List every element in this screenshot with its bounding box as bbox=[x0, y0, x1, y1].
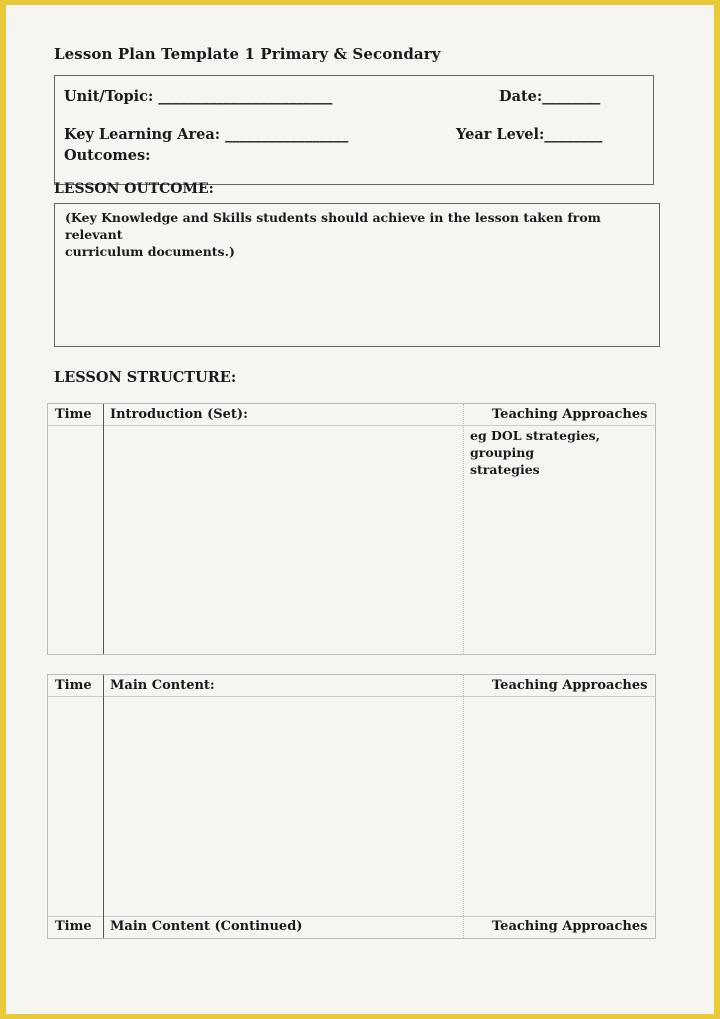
unit-topic-field: Unit/Topic: ________________________ bbox=[64, 88, 333, 105]
lesson-outcome-line-1: (Key Knowledge and Skills students should achieve in the lesson taken from relevant bbox=[65, 210, 601, 242]
introduction-table-approaches-divider bbox=[463, 404, 464, 654]
main-content-table-footer-divider bbox=[48, 916, 655, 917]
lesson-outcome-box bbox=[54, 203, 660, 347]
introduction-teaching-approaches-header: Teaching Approaches bbox=[492, 407, 648, 422]
document-title: Lesson Plan Template 1 Primary & Secondary bbox=[54, 45, 441, 63]
main-content-header: Main Content: bbox=[110, 678, 215, 693]
header-info-box bbox=[54, 75, 654, 185]
main-content-time-header: Time bbox=[55, 678, 92, 693]
lesson-outcome-heading: LESSON OUTCOME: bbox=[54, 181, 214, 197]
date-field: Date:________ bbox=[499, 88, 601, 105]
introduction-time-header: Time bbox=[55, 407, 92, 422]
main-content-table-approaches-divider bbox=[463, 675, 464, 938]
introduction-approaches-note-line-2: strategies bbox=[470, 462, 540, 477]
introduction-set-header: Introduction (Set): bbox=[110, 407, 248, 422]
main-content-continued-teaching-approaches-header: Teaching Approaches bbox=[492, 919, 648, 934]
main-content-table-time-divider bbox=[103, 675, 104, 938]
main-content-table-header-divider bbox=[48, 696, 655, 697]
introduction-approaches-note-line-1: eg DOL strategies, grouping bbox=[470, 428, 600, 460]
lesson-outcome-instructions bbox=[65, 209, 625, 260]
main-content-table bbox=[47, 674, 656, 939]
introduction-table bbox=[47, 403, 656, 655]
outcomes-label: Outcomes: bbox=[64, 147, 151, 164]
main-content-continued-header: Main Content (Continued) bbox=[110, 919, 303, 934]
introduction-approaches-note bbox=[470, 427, 655, 478]
document-page bbox=[6, 5, 714, 1014]
lesson-outcome-line-2: curriculum documents.) bbox=[65, 244, 235, 259]
main-content-continued-time-header: Time bbox=[55, 919, 92, 934]
main-content-teaching-approaches-header: Teaching Approaches bbox=[492, 678, 648, 693]
year-level-field: Year Level:________ bbox=[456, 126, 603, 143]
lesson-structure-heading: LESSON STRUCTURE: bbox=[54, 369, 237, 386]
introduction-table-time-divider bbox=[103, 404, 104, 654]
introduction-table-header-divider bbox=[48, 425, 655, 426]
key-learning-area-field: Key Learning Area: _________________ bbox=[64, 126, 349, 143]
